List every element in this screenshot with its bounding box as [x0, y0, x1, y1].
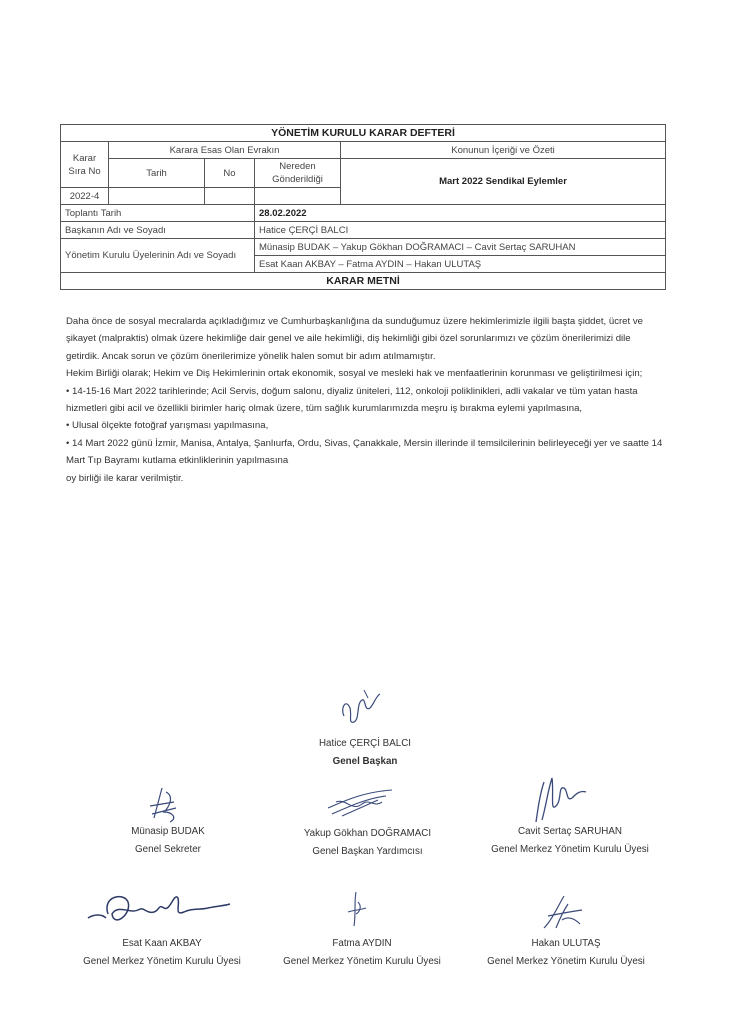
bullet-medicine-day: • 14 Mart 2022 günü İzmir, Manisa, Antalya, Şanlıurfa, Ordu, Sivas, Çanakkale, Mersin illerinde il temsilcilerinin belirleyeceği yer ve saatte 14 Mart Tıp Bayramı kutlama etkinliklerinin yapılmasına: [66, 437, 663, 467]
signature-block-president: [260, 738, 470, 767]
konu-value: Mart 2022 Sendikal Eylemler: [341, 159, 666, 205]
no-value: [205, 188, 255, 205]
signatory-name: Yakup Gökhan DOĞRAMACI: [303, 828, 432, 839]
tarih-value: [109, 188, 205, 205]
signatory-role: Genel Merkez Yönetim Kurulu Üyesi: [283, 956, 441, 967]
signatory-name: Esat Kaan AKBAY: [122, 938, 202, 949]
signatory-role: Genel Başkan: [332, 756, 398, 767]
paragraph-intro: Daha önce de sosyal mecralarda açıkladığımız ve Cumhurbaşkanlığına da sunduğumuz üzere hekimlerimizle ilgili başta şiddet, ücret ve şikayet (malpraktis) olmak üzere hekimliğe dair genel ve aile hekimliği, diş hekimliği gibi özel sorunlarımızı ve çözüm önerilerimizi dile getirdik. Ancak sorun ve çözüm önerilerimize yönelik halen somut bir adım atılmamıştır.: [66, 316, 643, 362]
signature-block-row1-3: [470, 826, 670, 855]
signature-yakup-gokhan-dogramaci: [322, 782, 398, 822]
nereden-value: [255, 188, 341, 205]
signature-munasip-budak: [140, 782, 190, 828]
paragraph-purpose: Hekim Birliği olarak; Hekim ve Diş Hekimlerinin ortak ekonomik, sosyal ve mesleki hak ve menfaatlerinin korunması ve geliştirilmesi için;: [66, 368, 643, 380]
uyeler-line-1: Münasip BUDAK – Yakup Gökhan DOĞRAMACI – Cavit Sertaç SARUHAN: [255, 239, 666, 256]
signature-block-row2-3: [466, 938, 666, 967]
baskan-value: Hatice ÇERÇİ BALCI: [255, 222, 666, 239]
signatory-role: Genel Merkez Yönetim Kurulu Üyesi: [487, 956, 645, 967]
bullet-photo-contest: • Ulusal ölçekte fotoğraf yarışması yapılmasına,: [66, 420, 269, 432]
karar-metni-body: [66, 313, 666, 487]
signatory-name: Cavit Sertaç SARUHAN: [518, 826, 622, 837]
signatory-name: Hatice ÇERÇİ BALCI: [318, 738, 411, 749]
header-table: [60, 124, 666, 290]
signatory-role: Genel Merkez Yönetim Kurulu Üyesi: [83, 956, 241, 967]
signatory-role: Genel Sekreter: [135, 844, 201, 855]
signature-block-row1-2: [265, 828, 470, 857]
tarih-label: Tarih: [109, 159, 205, 188]
document-title: YÖNETİM KURULU KARAR DEFTERİ: [61, 125, 666, 142]
karar-defteri-header: [60, 124, 665, 290]
uyeler-label: Yönetim Kurulu Üyelerinin Adı ve Soyadı: [61, 239, 255, 273]
karar-metni-heading: KARAR METNİ: [61, 273, 666, 290]
toplanti-tarih-label: Toplantı Tarih: [61, 205, 255, 222]
bullet-strike: • 14-15-16 Mart 2022 tarihlerinde; Acil Servis, doğum salonu, diyaliz üniteleri, 112, onkoloji poliklinikleri, adli vakalar ve tüm yatan hasta hizmetleri gibi acil ve özellikli birimler hariç olmak üzere, tüm sağlık kurumlarımızda meşru iş bırakma eylemi yapılmasına,: [66, 385, 638, 415]
konu-label: Konunun İçeriği ve Özeti: [341, 142, 666, 159]
baskan-label: Başkanın Adı ve Soyadı: [61, 222, 255, 239]
signature-cavit-sertac-saruhan: [528, 772, 590, 828]
uyeler-line-2: Esat Kaan AKBAY – Fatma AYDIN – Hakan ULUTAŞ: [255, 256, 666, 273]
signature-block-row1-1: [78, 826, 258, 855]
karar-no-value: 2022-4: [61, 188, 109, 205]
signature-block-row2-2: [262, 938, 462, 967]
toplanti-tarih-value: 28.02.2022: [255, 205, 666, 222]
signatory-role: Genel Merkez Yönetim Kurulu Üyesi: [491, 844, 649, 855]
evrak-label: Karara Esas Olan Evrakın: [109, 142, 341, 159]
nereden-label: Nereden Gönderildiği: [255, 159, 341, 188]
signature-hakan-ulutas: [538, 890, 588, 934]
signatory-role: Genel Başkan Yardımcısı: [312, 846, 423, 857]
signature-block-row2-1: [62, 938, 262, 967]
signatory-name: Fatma AYDIN: [332, 938, 392, 949]
signature-hatice-cerci-balci: [336, 686, 386, 730]
karar-sira-no-label: Karar Sıra No: [61, 142, 109, 188]
signatory-name: Hakan ULUTAŞ: [531, 938, 601, 949]
signatory-name: Münasip BUDAK: [131, 826, 205, 837]
no-label: No: [205, 159, 255, 188]
closing-statement: oy birliği ile karar verilmiştir.: [66, 472, 184, 484]
signature-esat-kaan-akbay: [84, 884, 234, 934]
signature-fatma-aydin: [342, 888, 372, 930]
